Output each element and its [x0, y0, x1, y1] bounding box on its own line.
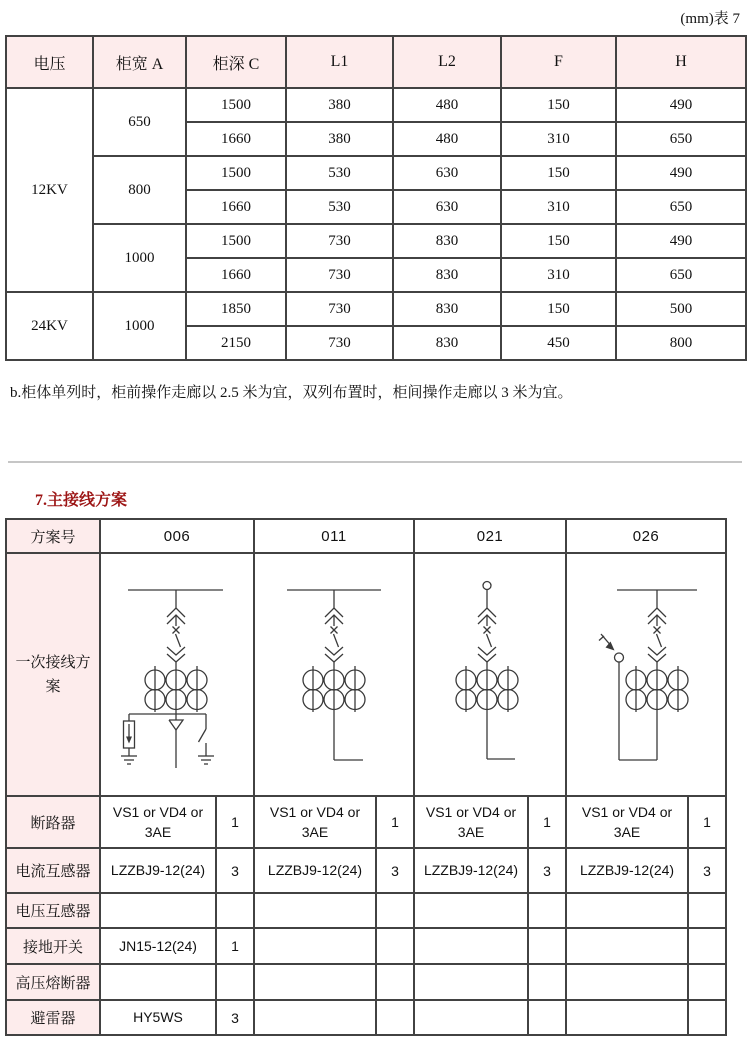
- component-name: [414, 928, 528, 964]
- data-cell: 310: [501, 122, 616, 156]
- component-qty: 1: [688, 796, 726, 848]
- scheme-026-diagram: [571, 554, 721, 792]
- breaker-row: [6, 796, 726, 848]
- dimension-table: [5, 35, 747, 361]
- component-name: [254, 1000, 376, 1035]
- arrester-row: [6, 1000, 726, 1035]
- cable-loop-terminal: [599, 634, 657, 760]
- header-depth-c: 柜深 C: [186, 36, 286, 88]
- component-qty: [376, 964, 414, 1000]
- header-voltage: 电压: [6, 36, 93, 88]
- data-cell: 490: [616, 88, 746, 122]
- component-name: LZZBJ9-12(24): [254, 848, 376, 893]
- data-cell: 380: [286, 122, 393, 156]
- component-qty: 1: [216, 928, 254, 964]
- section-divider: [8, 461, 742, 463]
- data-cell: 1500: [186, 224, 286, 258]
- data-cell: 1500: [186, 156, 286, 190]
- component-name: [100, 964, 216, 1000]
- header-f: F: [501, 36, 616, 88]
- width-cell: 1000: [93, 224, 186, 292]
- data-cell: 1660: [186, 258, 286, 292]
- scheme-diagram-row: [6, 553, 726, 796]
- component-qty: [528, 893, 566, 928]
- component-name: HY5WS: [100, 1000, 216, 1035]
- row-label: 电流互感器: [6, 848, 100, 893]
- scheme-021-diagram-cell: [414, 553, 566, 796]
- dimension-table-header-row: [6, 36, 746, 88]
- scheme-011-diagram-cell: [254, 553, 414, 796]
- scheme-id-026: 026: [566, 519, 726, 553]
- data-cell: 490: [616, 156, 746, 190]
- component-name: VS1 or VD4 or 3AE: [566, 796, 688, 848]
- component-qty: 1: [216, 796, 254, 848]
- note-b: b.柜体单列时，柜前操作走廊以 2.5 米为宜，双列布置时，柜间操作走廊以 3 米为宜。: [10, 385, 573, 401]
- data-cell: 490: [616, 224, 746, 258]
- data-cell: 630: [393, 190, 501, 224]
- data-cell: 530: [286, 156, 393, 190]
- component-name: LZZBJ9-12(24): [566, 848, 688, 893]
- data-cell: 830: [393, 224, 501, 258]
- scheme-006-diagram-cell: [100, 553, 254, 796]
- component-qty: [376, 928, 414, 964]
- component-name: [566, 1000, 688, 1035]
- component-qty: 3: [528, 848, 566, 893]
- data-cell: 380: [286, 88, 393, 122]
- component-qty: [528, 964, 566, 1000]
- scheme-021-diagram: [415, 554, 565, 792]
- data-cell: 730: [286, 292, 393, 326]
- data-cell: 730: [286, 224, 393, 258]
- data-cell: 650: [616, 122, 746, 156]
- data-cell: 1850: [186, 292, 286, 326]
- component-qty: [376, 1000, 414, 1035]
- component-qty: 3: [216, 848, 254, 893]
- withdrawable-breaker-symbol: [648, 590, 666, 662]
- component-name: [414, 1000, 528, 1035]
- primary-wiring-label: 一次接线方案: [6, 553, 100, 796]
- data-cell: 800: [616, 326, 746, 360]
- data-cell: 530: [286, 190, 393, 224]
- data-cell: 450: [501, 326, 616, 360]
- component-name: VS1 or VD4 or 3AE: [414, 796, 528, 848]
- table-row: [6, 292, 746, 326]
- component-qty: [216, 893, 254, 928]
- table-caption: (mm)表 7: [680, 11, 740, 27]
- data-cell: 730: [286, 326, 393, 360]
- component-qty: [688, 1000, 726, 1035]
- component-name: [414, 893, 528, 928]
- component-qty: 1: [376, 796, 414, 848]
- data-cell: 150: [501, 156, 616, 190]
- row-label: 断路器: [6, 796, 100, 848]
- table-row: [6, 88, 746, 122]
- scheme-011-diagram: [259, 554, 409, 792]
- header-h: H: [616, 36, 746, 88]
- voltage-cell: 24KV: [6, 292, 93, 360]
- component-name: VS1 or VD4 or 3AE: [254, 796, 376, 848]
- fuse-row: [6, 964, 726, 1000]
- table-row: [6, 224, 746, 258]
- data-cell: 650: [616, 190, 746, 224]
- component-qty: [376, 893, 414, 928]
- data-cell: 2150: [186, 326, 286, 360]
- current-transformers: [303, 662, 365, 760]
- data-cell: 1500: [186, 88, 286, 122]
- component-name: LZZBJ9-12(24): [100, 848, 216, 893]
- data-cell: 1660: [186, 122, 286, 156]
- section-7-heading: 7.主接线方案: [35, 492, 128, 509]
- outgoing-feeder: [169, 714, 183, 768]
- data-cell: 480: [393, 122, 501, 156]
- earthing-switch-branch: [198, 714, 214, 764]
- ct-row: [6, 848, 726, 893]
- scheme-006-diagram: [102, 554, 252, 792]
- data-cell: 310: [501, 258, 616, 292]
- header-l2: L2: [393, 36, 501, 88]
- withdrawable-breaker-symbol: [325, 590, 343, 662]
- header-width-a: 柜宽 A: [93, 36, 186, 88]
- data-cell: 500: [616, 292, 746, 326]
- data-cell: 730: [286, 258, 393, 292]
- width-cell: 800: [93, 156, 186, 224]
- scheme-header-row: [6, 519, 726, 553]
- row-label: 电压互感器: [6, 893, 100, 928]
- current-transformers: [626, 662, 688, 760]
- component-qty: [216, 964, 254, 1000]
- data-cell: 150: [501, 88, 616, 122]
- component-qty: 3: [688, 848, 726, 893]
- incoming-terminal: [483, 582, 491, 590]
- data-cell: 150: [501, 224, 616, 258]
- scheme-026-diagram-cell: [566, 553, 726, 796]
- component-qty: [528, 1000, 566, 1035]
- header-l1: L1: [286, 36, 393, 88]
- component-qty: [528, 928, 566, 964]
- component-name: JN15-12(24): [100, 928, 216, 964]
- data-cell: 150: [501, 292, 616, 326]
- component-name: VS1 or VD4 or 3AE: [100, 796, 216, 848]
- current-transformers: [145, 662, 207, 714]
- surge-arrester-branch: [121, 714, 206, 764]
- voltage-cell: 12KV: [6, 88, 93, 292]
- component-qty: 3: [376, 848, 414, 893]
- width-cell: 650: [93, 88, 186, 156]
- component-name: [566, 964, 688, 1000]
- data-cell: 830: [393, 326, 501, 360]
- component-name: [254, 928, 376, 964]
- component-qty: [688, 893, 726, 928]
- component-qty: 1: [528, 796, 566, 848]
- data-cell: 310: [501, 190, 616, 224]
- earth-switch-row: [6, 928, 726, 964]
- component-name: LZZBJ9-12(24): [414, 848, 528, 893]
- data-cell: 650: [616, 258, 746, 292]
- component-name: [566, 893, 688, 928]
- scheme-table: [5, 518, 727, 1036]
- data-cell: 480: [393, 88, 501, 122]
- withdrawable-breaker-symbol: [167, 590, 185, 662]
- component-name: [254, 964, 376, 1000]
- component-name: [566, 928, 688, 964]
- data-cell: 830: [393, 258, 501, 292]
- row-label: 高压熔断器: [6, 964, 100, 1000]
- component-qty: [688, 964, 726, 1000]
- scheme-no-label: 方案号: [6, 519, 100, 553]
- scheme-id-011: 011: [254, 519, 414, 553]
- vt-row: [6, 893, 726, 928]
- current-transformers: [456, 662, 518, 759]
- component-name: [254, 893, 376, 928]
- withdrawable-breaker-symbol: [478, 590, 496, 663]
- data-cell: 830: [393, 292, 501, 326]
- data-cell: 630: [393, 156, 501, 190]
- row-label: 接地开关: [6, 928, 100, 964]
- component-qty: 3: [216, 1000, 254, 1035]
- row-label: 避雷器: [6, 1000, 100, 1035]
- component-name: [100, 893, 216, 928]
- component-qty: [688, 928, 726, 964]
- scheme-id-021: 021: [414, 519, 566, 553]
- component-name: [414, 964, 528, 1000]
- scheme-id-006: 006: [100, 519, 254, 553]
- width-cell: 1000: [93, 292, 186, 360]
- table-row: [6, 156, 746, 190]
- data-cell: 1660: [186, 190, 286, 224]
